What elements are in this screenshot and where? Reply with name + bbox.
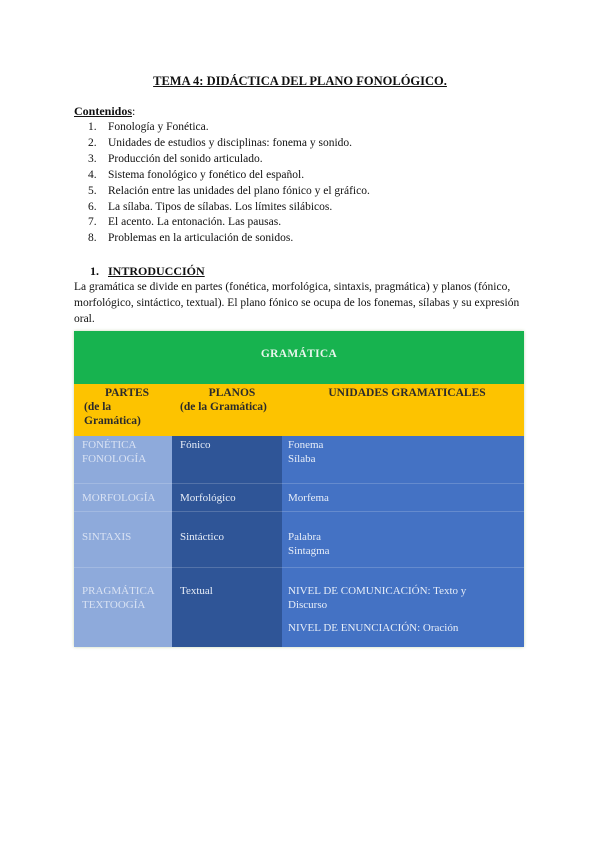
cell-unidad: Morfema: [288, 492, 329, 504]
section-title: INTRODUCCIÓN: [108, 264, 205, 278]
cell-unidad: Sintagma: [288, 545, 330, 557]
list-number: 6.: [88, 200, 97, 213]
list-item: [88, 200, 370, 216]
list-text: Unidades de estudios y disciplinas: fonema y sonido.: [108, 136, 353, 149]
list-number: 5.: [88, 184, 97, 197]
list-number: 3.: [88, 152, 97, 165]
col-header-planos-title: PLANOS: [208, 387, 256, 399]
list-text: Problemas en la articulación de sonidos.: [108, 232, 294, 245]
col-header-unidades: UNIDADES GRAMATICALES: [328, 387, 486, 399]
cell-parte: MORFOLOGÍA: [82, 492, 156, 504]
cell-unidad: Palabra: [288, 531, 321, 543]
list-item: [88, 184, 370, 200]
cell-plano: Morfológico: [180, 492, 236, 504]
contents-colon: :: [132, 104, 136, 118]
list-item: [88, 136, 370, 152]
list-number: 7.: [88, 216, 97, 229]
list-text: Producción del sonido articulado.: [108, 152, 263, 165]
cell-parte: FONÉTICA FONOLOGÍA: [82, 439, 147, 465]
list-item: [88, 168, 370, 184]
list-item: [88, 231, 370, 247]
cell-parte: PRAGMÁTICA TEXTOOGÍA: [82, 585, 155, 611]
cell-parte: SINTAXIS: [82, 531, 132, 543]
section-heading: [90, 264, 205, 279]
cell-unidad: Sílaba: [288, 453, 316, 465]
list-number: 2.: [88, 136, 97, 149]
list-number: 4.: [88, 168, 97, 181]
list-number: 1.: [88, 121, 97, 133]
list-text: Sistema fonológico y fonético del español.: [108, 168, 305, 181]
list-text: El acento. La entonación. Las pausas.: [108, 216, 282, 229]
cell-unidad: Fonema: [288, 439, 324, 451]
intro-paragraph: La gramática se divide en partes (fonética, morfológica, sintaxis, pragmática) y planos (fónico, morfológico, sintáctico, textual). El plano fónico se ocupa de los fonemas, sílabas y su expresión oral.: [74, 281, 520, 325]
cell-unidad: NIVEL DE COMUNICACIÓN: Texto y Discurso: [288, 585, 467, 611]
list-text: Fonología y Fonética.: [108, 121, 209, 133]
col-header-planos: [180, 386, 284, 414]
col-header-partes-title: PARTES: [104, 387, 150, 399]
cell-unidad: NIVEL DE ENUNCIACIÓN: Oración: [288, 622, 459, 634]
col-header-partes: [84, 386, 170, 428]
list-text: Relación entre las unidades del plano fónico y el gráfico.: [108, 184, 370, 197]
contents-heading: Contenidos: [74, 104, 133, 118]
cell-plano: Textual: [180, 585, 213, 597]
row-divider: [74, 483, 524, 484]
cell-plano: Sintáctico: [180, 531, 224, 543]
contents-label: [74, 104, 135, 119]
grammar-table: [74, 331, 524, 647]
list-text: La sílaba. Tipos de sílabas. Los límites silábicos.: [108, 200, 333, 213]
cell-plano: Fónico: [180, 439, 211, 451]
contents-list: [88, 120, 370, 247]
row-divider: [74, 511, 524, 512]
table-subheader-row: [74, 384, 524, 436]
section-number: 1.: [90, 264, 99, 278]
list-number: 8.: [88, 232, 97, 245]
row-divider: [74, 567, 524, 568]
list-item: [88, 152, 370, 168]
list-item: [88, 215, 370, 231]
list-item: [88, 120, 370, 136]
col-header-partes-sub: (de la Gramática): [84, 401, 141, 427]
col-header-planos-sub: (de la Gramática): [180, 401, 267, 413]
table-header: GRAMÁTICA: [74, 331, 524, 384]
document-title: TEMA 4: DIDÁCTICA DEL PLANO FONOLÓGICO.: [153, 74, 447, 88]
